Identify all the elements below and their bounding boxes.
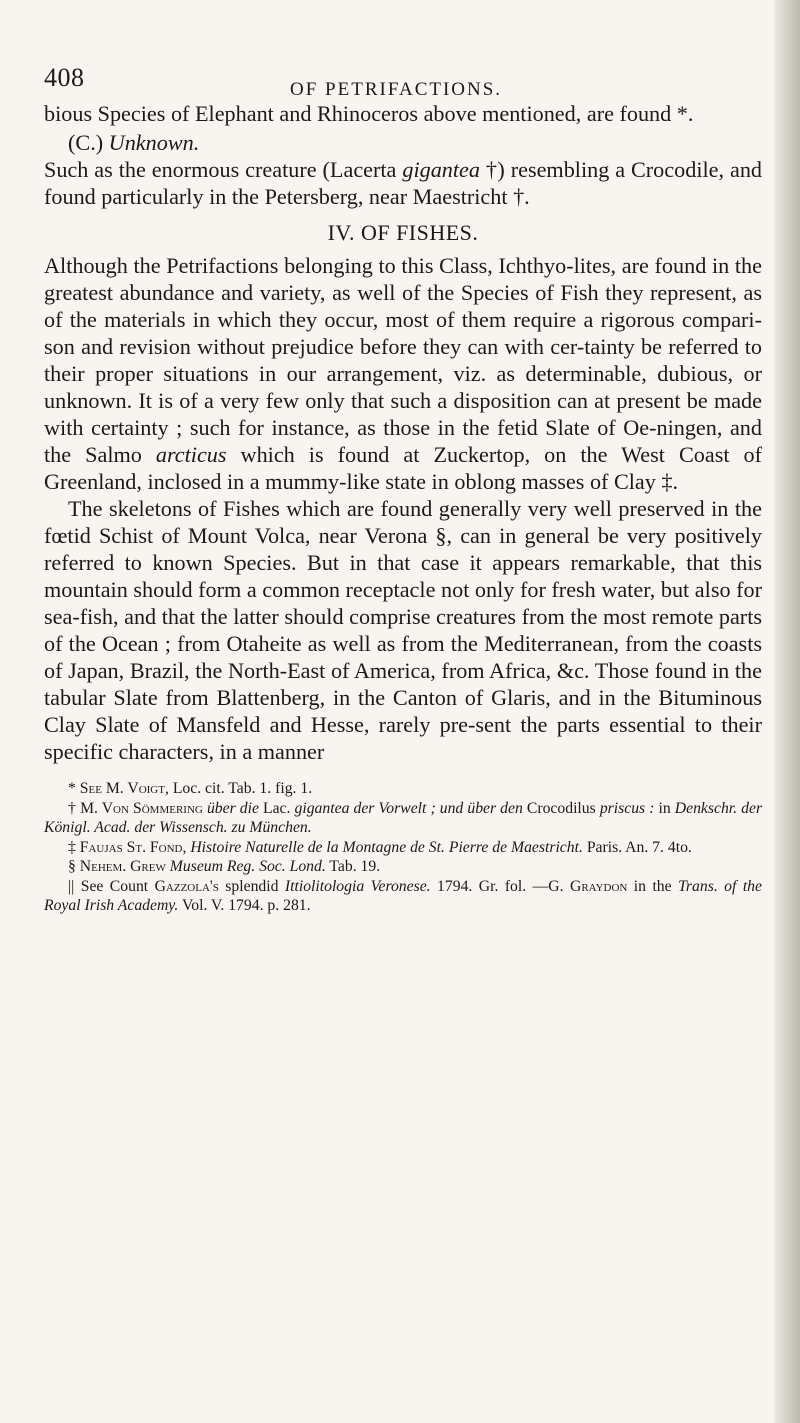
footnote-4: [44, 857, 762, 877]
book-page: [44, 0, 762, 916]
section-heading: IV. OF FISHES.: [327, 220, 479, 245]
subsection-title: Unknown.: [108, 130, 200, 155]
footnote-5: [44, 877, 762, 916]
footnote-mark: §: [68, 858, 76, 875]
italic-run: Ittiolitologia Veronese.: [284, 877, 431, 895]
paragraph-lacerta: [44, 156, 762, 210]
text-run: †) resembling a Crocodile, and found particularly in the Petersberg, near Maestricht †.: [44, 157, 763, 209]
text-run: Such as the enormous creature (Lacerta: [44, 157, 403, 182]
page-header: [44, 0, 762, 100]
author-name: Faujas St. Fond,: [79, 838, 187, 856]
text-run: splendid: [218, 877, 285, 895]
author-name: Gazzola's: [154, 877, 219, 895]
footnote-mark: †: [68, 799, 76, 817]
italic-run: priscus :: [599, 799, 655, 817]
text-run: See Count: [80, 877, 155, 895]
footnotes: [44, 779, 762, 916]
running-title: OF PETRIFACTIONS.: [290, 79, 503, 100]
page-edge-shadow: [774, 0, 800, 1423]
subsection-label: (C.): [68, 130, 104, 155]
text-run: Paris. An. 7. 4to.: [582, 838, 692, 856]
author-name: Nehem. Grew: [79, 858, 166, 875]
author-name: M. Von Sömmering: [80, 799, 203, 817]
italic-run: Histoire Naturelle de la Montagne de St. Pierre de Maestricht.: [190, 838, 583, 856]
paragraph-skeletons: The skeletons of Fishes which are found generally very well preserved in the fœtid Schist of Mount Volca, near Verona §, can in general be very positively referred to known Species. But in that case it appears remarkable, that this mountain should form a common receptacle not only for fresh water, but also for sea-fish, and that the latter should comprise creatures from the most remote parts of the Ocean ; from Otaheite as well as from the Mediterranean, from the coasts of Japan, Brazil, the North-East of America, from Africa, &c. Those found in the tabular Slate from Blattenberg, in the Canton of Glaris, and in the Bituminous Clay Slate of Mansfeld and Hesse, rarely pre-sent the parts essential to their specific characters, in a manner: [44, 496, 762, 764]
author-name: See M. Voigt,: [79, 780, 169, 797]
text-run: Vol. V. 1794. p. 281.: [178, 897, 311, 914]
italic-run: gigantea der Vorwelt ; und über den: [294, 799, 523, 817]
footnote-mark: ||: [68, 877, 75, 895]
italic-run: Denkschr. der Königl. Acad. der Wissensch. zu München.: [44, 799, 763, 836]
footnote-mark: ‡: [68, 838, 76, 856]
text-run: in the: [627, 877, 679, 895]
text-run: Crocodilus: [522, 799, 600, 817]
italic-term: gigantea: [402, 157, 480, 182]
subsection-unknown: [44, 129, 762, 156]
page-number: 408: [44, 63, 85, 92]
footnote-3: [44, 838, 762, 858]
author-name: Graydon: [569, 877, 628, 895]
text-run: in: [654, 799, 675, 817]
footnote-2: [44, 799, 762, 838]
text-run: Although the Petrifactions belonging to this Class, Ichthyo-lites, are found in the greatest abundance and variety, as well of the Species of Fish they represent, as of the materials in which they occur, most of them require a rigorous compari-son and revision without prejudice before they can with cer-tainty be referred to their proper situations in our arrangement, viz. as determinable, dubious, or unknown. It is of a very few only that such a disposition can at present be made with certainty ; such for instance, as those in the fetid Slate of Oe-ningen, and the Salmo: [44, 253, 762, 467]
italic-run: Museum Reg. Soc. Lond.: [169, 858, 326, 875]
text-run: Tab. 19.: [325, 858, 381, 875]
paragraph-fishes: [44, 252, 762, 495]
text-run: which is found at Zuckertop, on the West Coast of Greenland, inclosed in a mummy-like state in oblong masses of Clay ‡.: [44, 442, 762, 494]
italic-term: arcticus: [155, 442, 227, 467]
text-run: Loc. cit. Tab. 1. fig. 1.: [168, 780, 313, 797]
footnote-mark: *: [68, 780, 76, 797]
footnote-1: [44, 779, 762, 799]
text-run: 1794. Gr. fol. —G.: [430, 877, 570, 895]
paragraph-continuation: bious Species of Elephant and Rhinoceros above mentioned, are found *.: [44, 101, 694, 126]
text-run: Lac.: [258, 799, 295, 817]
italic-run: über die: [206, 799, 259, 817]
italic-run: Trans. of the Royal Irish Academy.: [44, 877, 762, 914]
main-text: [44, 100, 762, 765]
